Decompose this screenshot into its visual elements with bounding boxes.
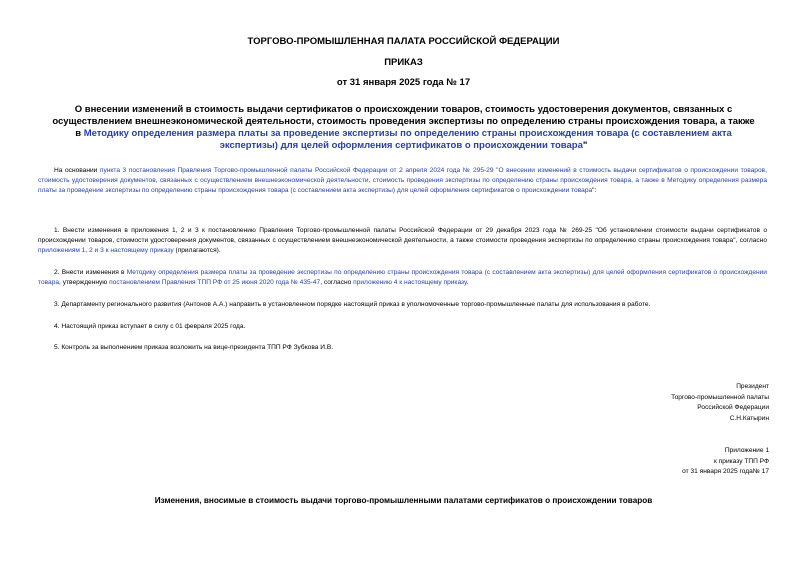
signature-org-line1: Торгово-промышленной палаты	[671, 393, 769, 401]
doc-type: ПРИКАЗ	[384, 57, 423, 68]
appendices-1-3-link[interactable]: приложениям 1, 2 и 3 к настоящему приказу	[38, 246, 174, 254]
resolution-435-47-link[interactable]: постановлением Правления ТПП РФ от 25 июня 2020 года № 435-47	[109, 278, 321, 286]
methodology-link[interactable]: Методику определения размера платы за проведение экспертизы по определению страны происхождения товара (с составлением акта экспертизы) для целей оформления сертификатов о происхождении товара	[38, 269, 767, 286]
appendix-number: Приложение 1	[724, 447, 769, 454]
item-1-text: 1. Внести изменения в приложения 1, 2 и 3 к постановлению Правления Торгово-промышленной палаты Российской Федерации от 29 декабря 2023 года № 269-25 "Об установлении стоимости выдачи сертификатов о происхождении товаров, стоимости удостоверения документов, связанных с осуществлением внешнеэкономической деятельности, а также стоимости проведения экспертизы по определению страны происхождения товара", согласно	[38, 227, 767, 244]
title-text: О внесении изменений в стоимость выдачи сертификатов о происхождении товаров, стоимость удостоверения документов, связанных с осуществлением внешнеэкономической деятельности, стоимость проведения экспертизы по определению страны происхождения товара, а также в	[52, 104, 755, 139]
intro-text-end: ":	[592, 186, 597, 194]
appendix-header	[682, 446, 769, 478]
item-2-text-mid: , утвержденную	[59, 278, 110, 286]
item-5-paragraph: 5. Контроль за выполнением приказа возложить на вице-президента ТПП РФ Зубкова И.В.	[54, 344, 334, 351]
intro-resolution-link[interactable]: пункта 3 постановления Правления Торгово-промышленной палаты Российской Федерации от 2 апреля 2024 года № 295-29 "О внесении изменений в стоимость выдачи сертификатов о происхождении товаров, стоимость удостоверения документов, связанных с осуществлением внешнеэкономической деятельности, стоимость проведения экспертизы по определению страны происхождения товара, а также в Методику определения размера платы за проведение экспертизы по определению страны происхождения товара (с составлением акта экспертизы) для целей оформления сертификатов о происхождении товара	[38, 167, 767, 194]
doc-date: от 31 января 2025 года № 17	[336, 77, 471, 88]
item-1-paragraph	[38, 226, 767, 255]
appendix-date: от 31 января 2025 года№ 17	[682, 468, 769, 475]
intro-paragraph	[38, 166, 767, 195]
item-2-text: 2. Внести изменения в	[54, 269, 127, 276]
item-3-paragraph: 3. Департаменту регионального развития (Антонов А.А.) направить в установленном порядке настоящий приказ в уполномоченные торгово-промышленные палаты для использования в работе.	[54, 301, 651, 308]
item-2-text-end: .	[466, 278, 469, 286]
item-4-paragraph: 4. Настоящий приказ вступает в силу с 01 февраля 2025 года.	[54, 323, 246, 330]
item-2-text-mid2: , согласно	[320, 278, 354, 286]
appendix-4-link[interactable]: приложению 4 к настоящему приказу	[353, 278, 467, 286]
signature-block	[671, 382, 769, 424]
intro-text: На основании	[54, 167, 100, 174]
item-1-text-end: (прилагаются).	[173, 246, 221, 254]
document-title	[52, 104, 755, 152]
appendix-ref: к приказу ТПП РФ	[713, 457, 769, 465]
title-text-end: "	[582, 140, 588, 151]
signature-title: Президент	[736, 383, 769, 390]
signature-org-line2: Российской Федерации	[697, 404, 769, 411]
signature-name: С.Н.Катырин	[729, 414, 769, 422]
item-2-paragraph	[38, 268, 767, 288]
title-methodology-link[interactable]: Методику определения размера платы за проведение экспертизы по определению страны происхождения товара (с составлением акта экспертизы) для целей оформления сертификатов о происхождении товара	[83, 128, 732, 151]
annex-title: Изменения, вносимые в стоимость выдачи торгово-промышленными палатами сертификатов о происхождении товаров	[154, 496, 653, 505]
org-header: ТОРГОВО-ПРОМЫШЛЕННАЯ ПАЛАТА РОССИЙСКОЙ ФЕДЕРАЦИИ	[247, 36, 560, 47]
